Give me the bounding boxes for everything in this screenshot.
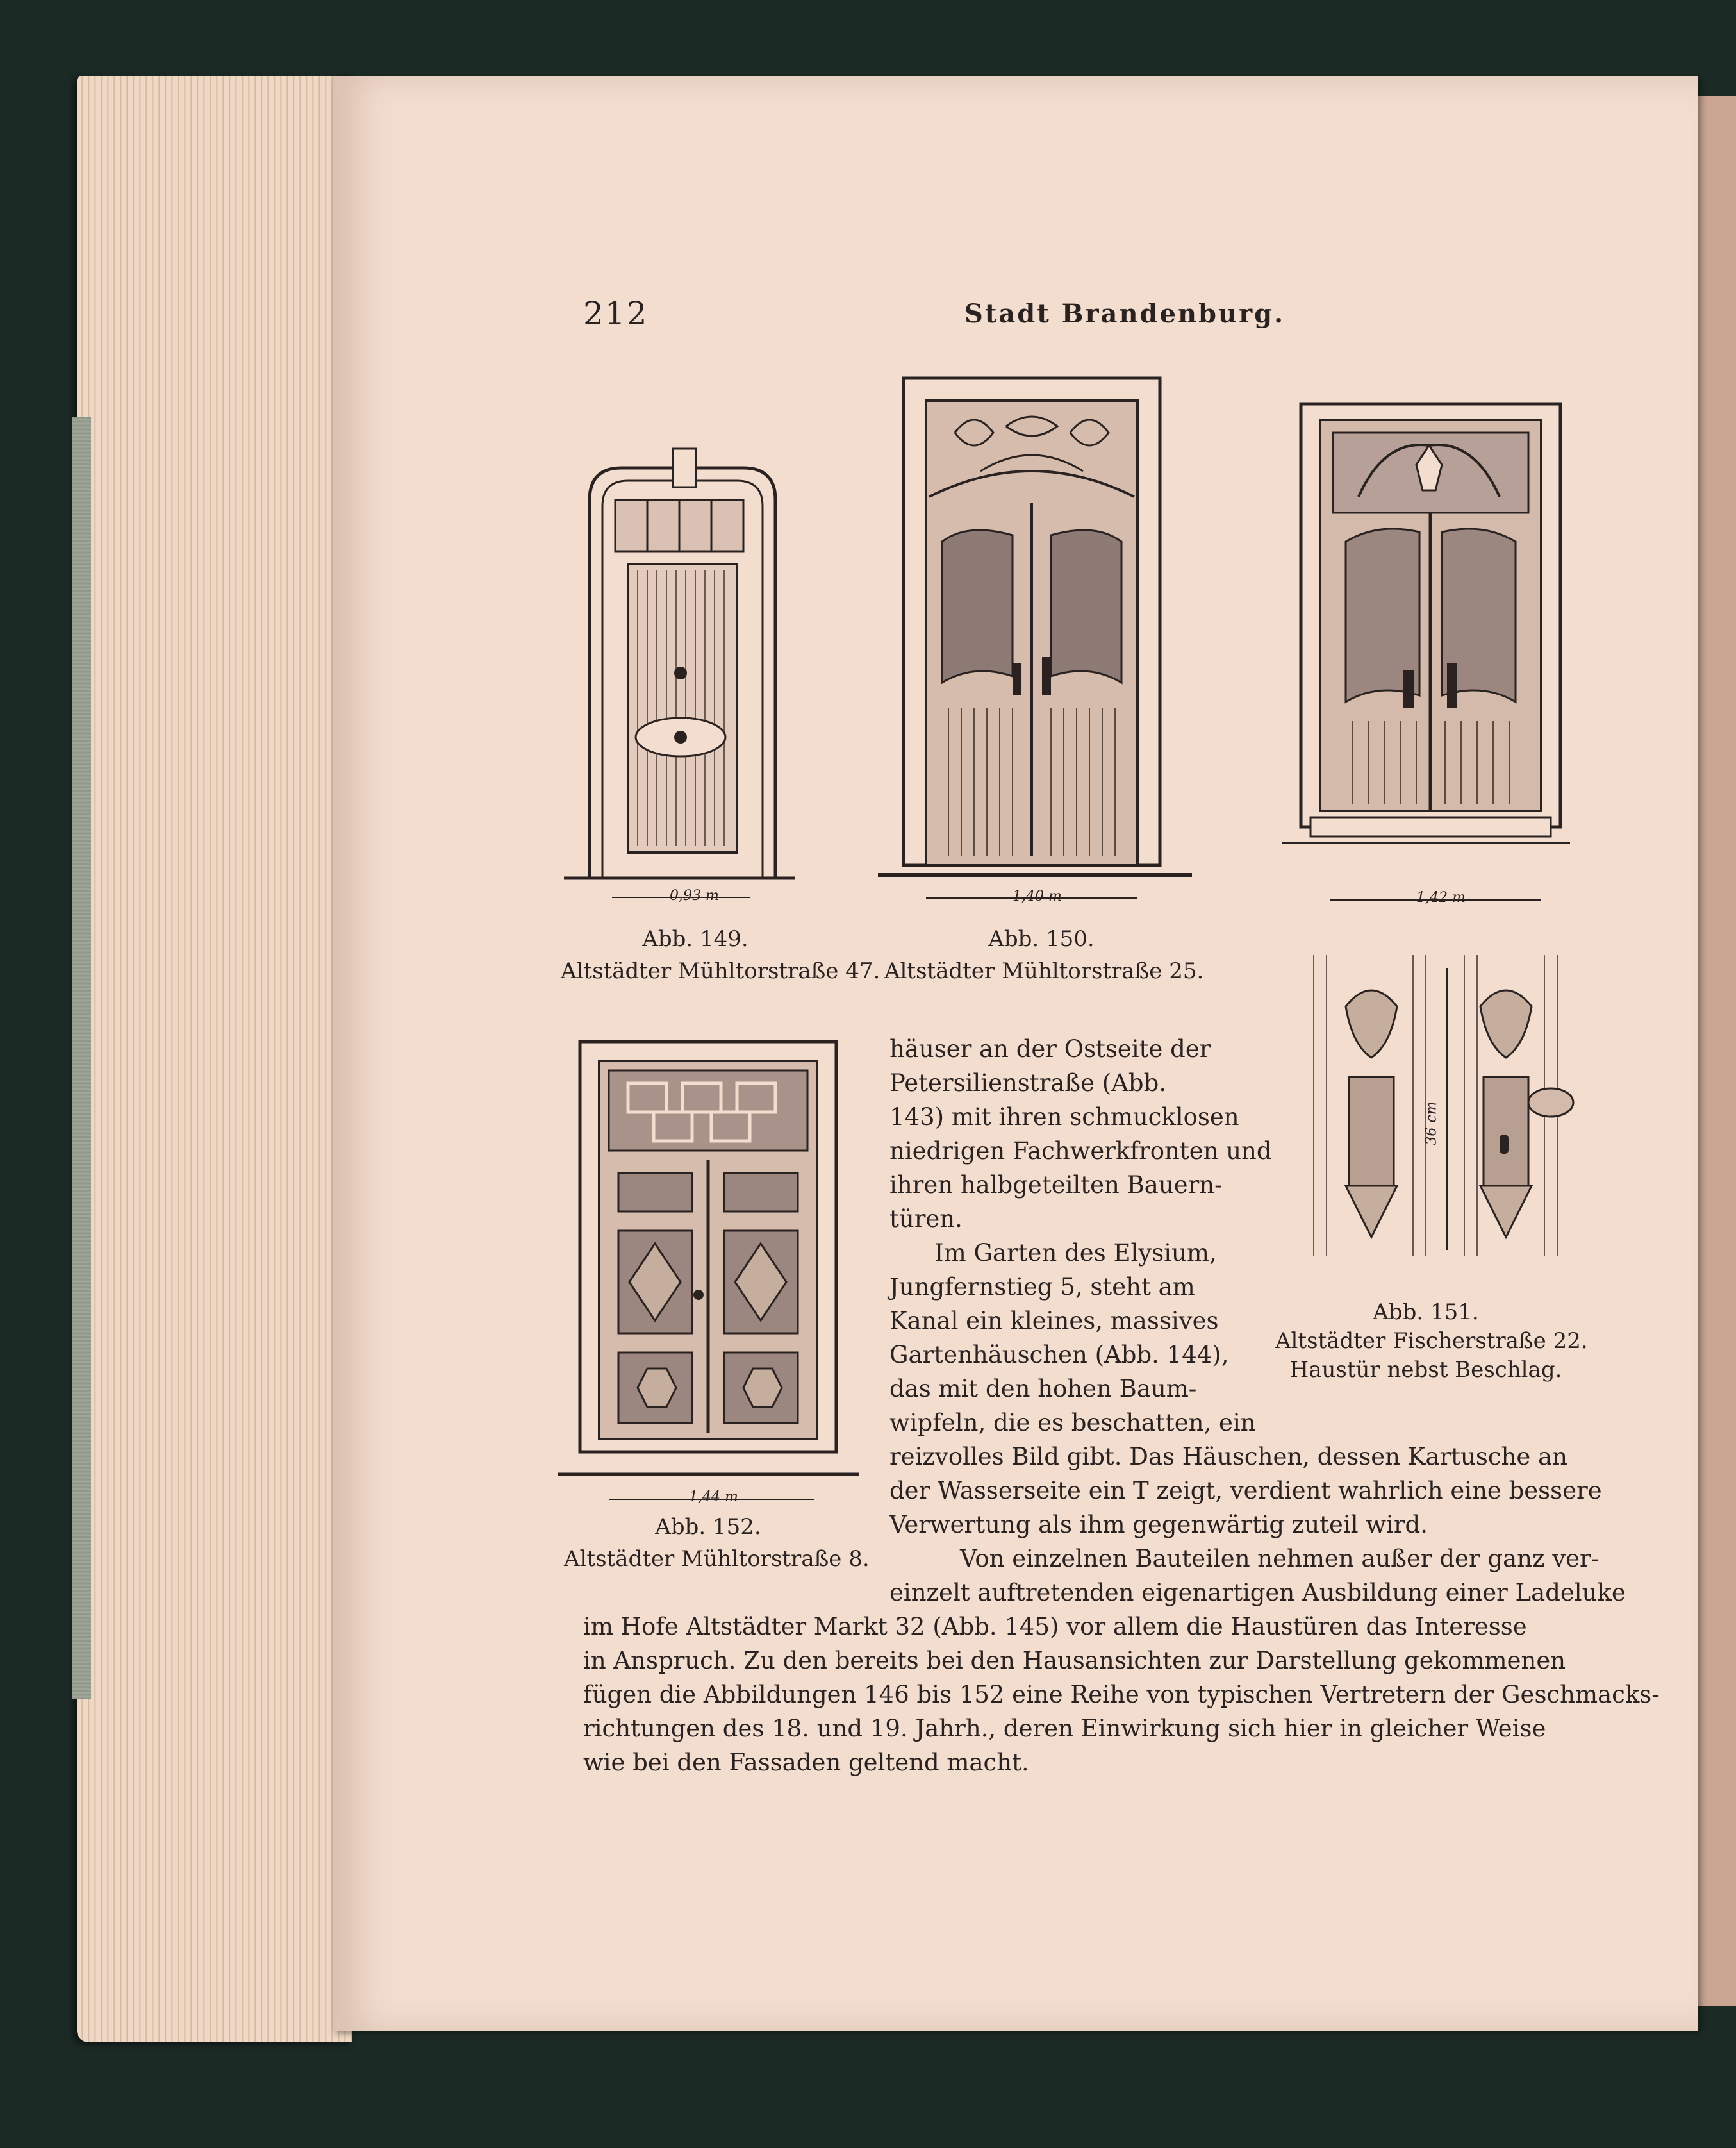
body-text-line: ihren halbgeteilten Bauern-	[889, 1171, 1223, 1199]
facing-page-edge	[1692, 96, 1736, 2006]
body-text-line: richtungen des 18. und 19. Jahrh., deren Einwirkung sich hier in gleicher Weise	[583, 1715, 1546, 1742]
figure-caption-149: Altstädter Mühltorstraße 47.	[561, 958, 880, 984]
dimension-152: 1,44 m	[689, 1489, 738, 1505]
detail-dimension-151: 36 cm	[1423, 1101, 1440, 1145]
dimension-149: 0,93 m	[670, 888, 719, 904]
dimension-150: 1,40 m	[1013, 888, 1062, 904]
dimension-151: 1,42 m	[1416, 890, 1466, 906]
body-text-line: niedrigen Fachwerkfronten und	[889, 1137, 1272, 1165]
figure-caption2-151: Haustür nebst Beschlag.	[1289, 1357, 1562, 1383]
door-illustration-149	[564, 442, 795, 885]
body-text-line: Verwertung als ihm gegenwärtig zuteil wird.	[889, 1511, 1428, 1538]
running-title: Stadt Brandenburg.	[964, 299, 1285, 329]
body-text-line: 143) mit ihren schmucklosen	[889, 1103, 1239, 1131]
body-text-line: wipfeln, die es beschatten, ein	[889, 1409, 1256, 1436]
body-text-line: türen.	[889, 1205, 963, 1233]
door-illustration-152	[558, 1038, 859, 1481]
body-text-line: Von einzelnen Bauteilen nehmen außer der ganz ver-	[960, 1545, 1600, 1572]
body-text-line: Im Garten des Elysium,	[934, 1239, 1217, 1267]
figure-caption-150: Altstädter Mühltorstraße 25.	[884, 958, 1204, 984]
body-text-line: wie bei den Fassaden geltend macht.	[583, 1749, 1029, 1776]
body-text-line: häuser an der Ostseite der	[889, 1035, 1211, 1063]
figure-label-151: Abb. 151.	[1373, 1299, 1479, 1325]
body-text-line: einzelt auftretenden eigenartigen Ausbildung einer Ladeluke	[889, 1579, 1626, 1606]
page-number: 212	[583, 295, 649, 332]
figure-caption-151: Altstädter Fischerstraße 22.	[1275, 1328, 1588, 1354]
body-text-line: Gartenhäuschen (Abb. 144),	[889, 1341, 1229, 1369]
body-text-line: der Wasserseite ein T zeigt, verdient wahrlich eine bessere	[889, 1477, 1602, 1504]
door-hardware-illustration-151	[1307, 955, 1589, 1263]
body-text-line: in Anspruch. Zu den bereits bei den Hausansichten zur Darstellung gekommenen	[583, 1647, 1566, 1674]
body-text-line: im Hofe Altstädter Markt 32 (Abb. 145) vor allem die Haustüren das Interesse	[583, 1613, 1527, 1640]
figure-caption-152: Altstädter Mühltorstraße 8.	[564, 1546, 870, 1572]
door-illustration-151	[1282, 401, 1570, 888]
figure-label-150: Abb. 150.	[988, 926, 1095, 952]
body-text-line: reizvolles Bild gibt. Das Häuschen, dessen Kartusche an	[889, 1443, 1567, 1470]
body-text-line: Jungfernstieg 5, steht am	[889, 1273, 1195, 1301]
body-text-line: Kanal ein kleines, massives	[889, 1307, 1219, 1335]
body-text-line: Petersilienstraße (Abb.	[889, 1069, 1167, 1097]
figure-label-149: Abb. 149.	[642, 926, 748, 952]
figure-label-152: Abb. 152.	[655, 1514, 761, 1540]
book-page-edges	[77, 76, 352, 2042]
body-text-line: fügen die Abbildungen 146 bis 152 eine Reihe von typischen Vertretern der Geschmacks-	[583, 1681, 1660, 1708]
book-spine-cloth	[72, 417, 91, 1699]
door-illustration-150	[878, 375, 1192, 888]
body-text-line: das mit den hohen Baum-	[889, 1375, 1197, 1403]
